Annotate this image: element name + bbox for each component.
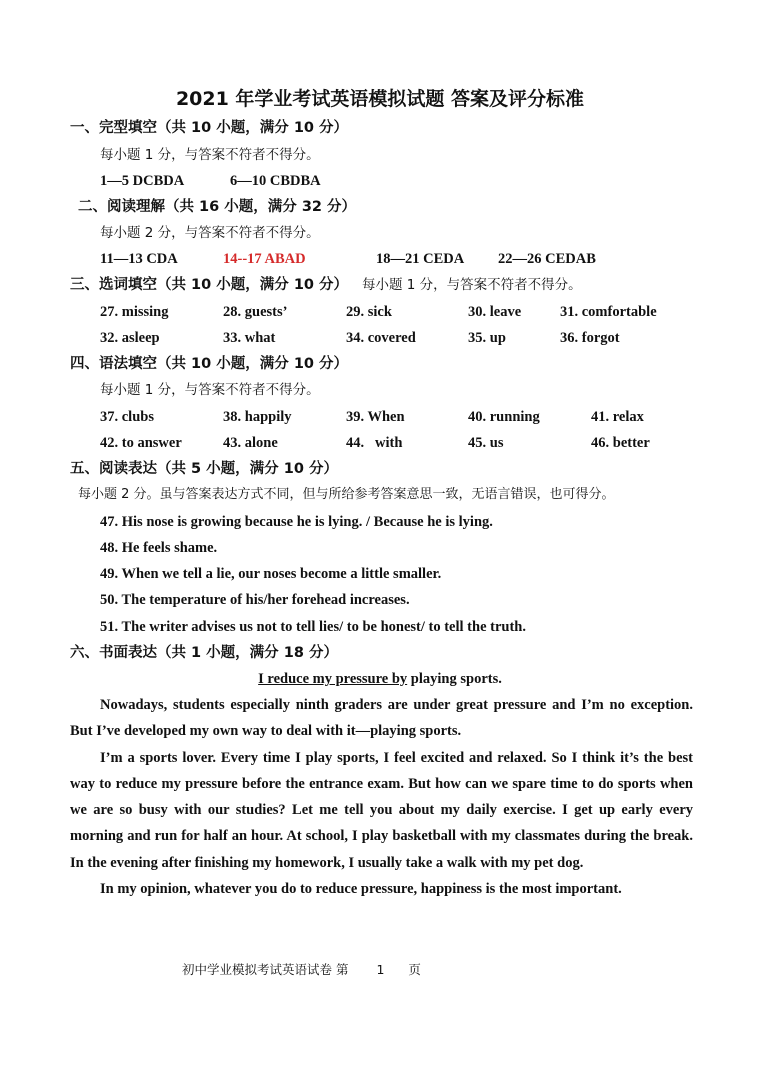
section2-answer: 11—13 CDA xyxy=(100,251,178,267)
section4-answer: 37. clubs xyxy=(100,409,154,425)
essay-title-rest: playing sports. xyxy=(407,671,502,687)
section4-heading: 四、语法填空（共 10 小题，满分 10 分） xyxy=(70,356,349,372)
section6-heading: 六、书面表达（共 1 小题，满分 18 分） xyxy=(70,645,338,661)
section4-answer: 43. alone xyxy=(223,435,278,451)
section3-answer: 34. covered xyxy=(346,330,416,346)
section4-answer: 44. with xyxy=(346,435,403,451)
section4-answer: 40. running xyxy=(468,409,540,425)
page-footer xyxy=(182,961,421,979)
section2-answer: 18—21 CEDA xyxy=(376,251,465,267)
section1-answer: 6—10 CBDBA xyxy=(230,173,321,189)
section3-note: 每小题 1 分，与答案不符者不得分。 xyxy=(362,277,582,293)
footer-label: 初中学业模拟考试英语试卷 第 xyxy=(182,962,349,977)
essay-paragraph: Nowadays, students especially ninth graders are under great pressure and I’m no exception. But I’ve developed my own way to deal with it—playing sports. xyxy=(70,697,693,740)
section5-heading: 五、阅读表达（共 5 小题，满分 10 分） xyxy=(70,461,338,477)
section1-answer: 1—5 DCBDA xyxy=(100,173,185,189)
section5-note: 每小题 2 分。虽与答案表达方式不同，但与所给参考答案意思一致，无语言错误，也可得分。 xyxy=(78,487,615,502)
section4-answer: 42. to answer xyxy=(100,435,182,451)
section3-answer: 29. sick xyxy=(346,304,392,320)
essay-paragraph: I’m a sports lover. Every time I play sports, I feel excited and relaxed. So I think it’s the best way to reduce my pressure before the entrance exam. But how can we spare time to do sports when we are so busy with our studies? Let me tell you about my daily exercise. I get up early every morning and run for half an hour. At school, I play basketball with my classmates during the break. In the evening after finishing my homework, I usually take a walk with my pet dog. xyxy=(70,749,693,871)
essay-paragraph: In my opinion, whatever you do to reduce pressure, happiness is the most important. xyxy=(100,881,622,898)
section3-answer: 30. leave xyxy=(468,304,522,320)
section4-answer: 46. better xyxy=(591,435,650,451)
essay-title-underlined: I reduce my pressure by xyxy=(258,671,408,687)
footer-page-number: 1 xyxy=(376,962,385,977)
essay-title xyxy=(0,669,760,689)
section5-answer: 48. He feels shame. xyxy=(100,540,218,556)
footer-suffix: 页 xyxy=(408,962,421,977)
section2-answer: 22—26 CEDAB xyxy=(498,251,596,267)
section3-answer: 31. comfortable xyxy=(560,304,657,320)
section3-answer: 35. up xyxy=(468,330,506,346)
section5-answer: 49. When we tell a lie, our noses become a little smaller. xyxy=(100,566,442,582)
section4-answer: 39. When xyxy=(346,409,405,425)
section1-note: 每小题 1 分，与答案不符者不得分。 xyxy=(100,147,320,163)
section3-answer: 27. missing xyxy=(100,304,169,320)
section3-heading: 三、选词填空（共 10 小题，满分 10 分） xyxy=(70,277,349,293)
section2-answer-highlighted: 14--17 ABAD xyxy=(223,251,306,267)
section3-answer: 28. guests’ xyxy=(223,304,288,320)
section2-note: 每小题 2 分，与答案不符者不得分。 xyxy=(100,225,320,241)
section4-note: 每小题 1 分，与答案不符者不得分。 xyxy=(100,382,320,398)
section4-answer: 41. relax xyxy=(591,409,644,425)
section1-heading: 一、完型填空（共 10 小题，满分 10 分） xyxy=(70,120,349,136)
section4-answer: 45. us xyxy=(468,435,504,451)
section3-answer: 36. forgot xyxy=(560,330,620,346)
essay-body xyxy=(70,692,693,902)
section5-answer: 51. The writer advises us not to tell lies/ to be honest/ to tell the truth. xyxy=(100,619,526,635)
section2-heading: 二、阅读理解（共 16 小题，满分 32 分） xyxy=(78,199,357,215)
section3-answer: 32. asleep xyxy=(100,330,160,346)
section3-answer: 33. what xyxy=(223,330,276,346)
section5-answer: 50. The temperature of his/her forehead increases. xyxy=(100,592,410,608)
section4-answer: 38. happily xyxy=(223,409,292,425)
page-title: 2021 年学业考试英语模拟试题 答案及评分标准 xyxy=(175,88,585,110)
section5-answer: 47. His nose is growing because he is lying. / Because he is lying. xyxy=(100,514,493,530)
